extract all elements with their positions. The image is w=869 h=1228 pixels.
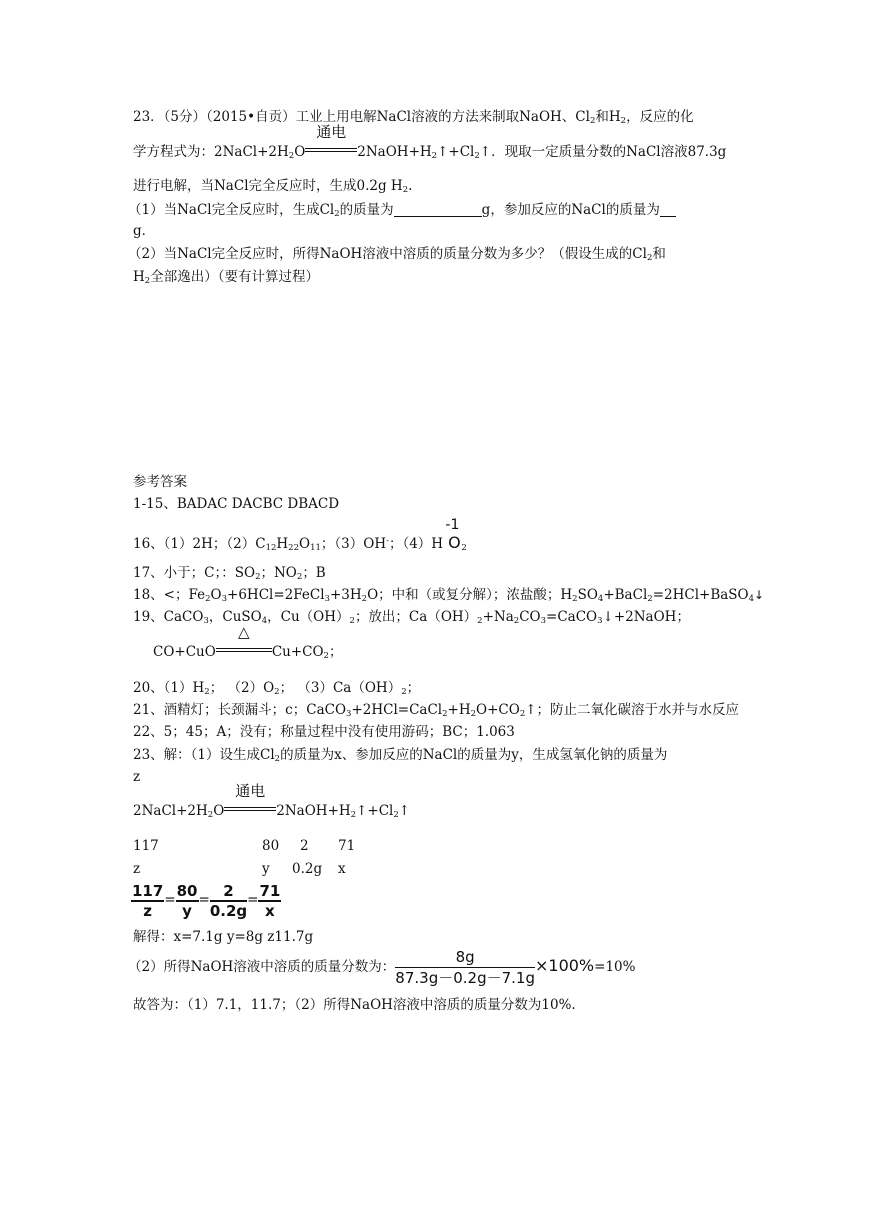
subscript: 3 [203,616,209,626]
subscript: 2 [474,151,480,161]
subscript: 2 [401,687,407,697]
mass-value-2: 2 [300,838,309,854]
subscript: 2 [647,594,653,604]
text: 和H [595,109,621,125]
text: Cu+CO [271,644,324,660]
text: ↑．现取一定质量分数的NaCl溶液87.3g [479,144,727,160]
text: （2）所得NaOH溶液中溶质的质量分数为： [128,959,396,975]
text: H [133,269,145,285]
subscript: 2 [323,651,329,661]
text: +H [447,702,471,718]
answer-18 [133,586,764,604]
subscript: 2 [274,754,281,764]
subscript: 2 [255,572,261,582]
subscript: 2 [461,543,467,553]
element-symbol: O [448,533,461,552]
subscript: 3 [597,616,603,626]
solve-line: 解得：x=7.1g y=8g z11.7g [133,929,314,945]
text: =2HCl+BaSO [652,587,749,603]
mass-value-80: 80 [262,838,280,854]
subscript: 4 [261,616,268,626]
answer-1-15: 1-15、BADAC DACBC DBACD [133,496,340,512]
question-line-2 [133,123,727,161]
text: SO [577,587,598,603]
text: 的质量为x、参加反应的NaCl的质量为y，生成氢氧化钠的质量为 [280,747,668,763]
subscript: 2 [572,594,578,604]
subscript: 2 [349,616,355,626]
text: O；中和（或复分解）；浓盐酸；H [367,587,573,603]
numerator: 71 [259,881,281,900]
text: ；NO [260,565,297,581]
text: ；（4）H [388,536,444,552]
unknown-z: z [133,861,141,877]
text: ； （3）Ca（OH） [279,680,402,696]
text: ↓+2NaOH； [602,609,690,625]
subscript: 2 [589,116,596,126]
text: O [299,536,311,552]
denominator: x [265,901,275,920]
text: +Na [482,609,514,625]
equals: = [247,892,259,908]
numerator: 80 [176,881,198,900]
final-answer: 故答为：（1）7.1，11.7；（2）所得NaOH溶液中溶质的质量分数为10%. [133,997,576,1013]
fraction-71-x [258,882,281,920]
text: +6HCl=2FeCl [227,587,325,603]
text: 21、酒精灯；长颈漏斗；c；CaCO [133,702,347,718]
subscript: 11 [310,543,321,553]
text: CO [519,609,541,625]
text: ，Cu（OH） [267,609,350,625]
numerator: 117 [132,881,164,900]
text: O [210,587,222,603]
text: +3H [329,587,362,603]
subscript: 2 [296,572,303,582]
equals-bars [216,648,272,652]
subscript: 2 [204,687,210,697]
text: ↑；防止二氧化碳溶于水并与水反应 [525,702,740,718]
known-mass: 0.2g [292,861,323,877]
text: ↑+Cl [437,144,475,160]
answer-20 [133,679,420,697]
answer-blank-1[interactable] [394,202,482,217]
reaction-condition [216,623,272,661]
condition-text: 通电 [235,782,266,800]
unknown-x: x [338,861,346,877]
denominator: y [182,901,192,920]
subscript: 3 [324,594,330,604]
question-part-2-cont [133,268,319,286]
subscript: 3 [221,594,228,604]
condition-text: 通电 [316,123,347,141]
text: 2NaOH+H [276,803,351,819]
proportion-equation [131,881,281,920]
condition-text: △ [238,623,250,641]
question-line-1 [133,108,694,126]
subscript: 2 [144,276,151,286]
equals: = [198,892,210,908]
question-part-2 [128,245,666,263]
text: 进行电解，当NaCl完全反应时，生成0.2g H [133,178,403,194]
text: 23、解：（1）设生成Cl [133,747,275,763]
subscript: 2 [288,151,295,161]
subscript: 2 [274,687,280,697]
text: ↓ [754,588,765,602]
equals: = [164,892,176,908]
subscript: 3 [540,616,547,626]
answer-23-part-2 [128,946,635,988]
text: ； [406,680,421,696]
subscript: 2 [205,594,211,604]
subscript: 2 [513,616,520,626]
text: 2NaCl+2H [133,803,208,819]
text: ；放出；Ca（OH） [354,609,478,625]
answer-23-line-1 [133,746,667,764]
text: O [213,803,225,819]
unknown-y: y [262,861,270,877]
text: +BaCl [603,587,648,603]
mass-fraction [395,947,535,988]
reaction-condition [224,782,276,820]
text: 16、（1）2H；（2）C [133,536,266,552]
text: g，参加反应的NaCl的质量为 [481,202,660,218]
subscript: 2 [361,594,368,604]
subscript: 4 [748,594,755,604]
text: =CaCO [546,609,598,625]
fraction-80-y [176,882,199,920]
valence-number: -1 [445,517,460,533]
superscript: - [386,536,389,546]
text: 的质量为 [339,202,394,218]
text: ； [328,644,343,660]
denominator: z [143,901,153,920]
subscript: 2 [393,810,399,820]
text: H [276,536,289,552]
text: 全部逸出）（要有计算过程） [150,269,319,285]
numerator: 2 [210,882,247,902]
text: +2HCl=CaCl [351,702,443,718]
subscript: 2 [442,709,448,719]
subscript: 2 [207,810,214,820]
text: 和 [652,246,666,262]
subscript: 2 [350,810,357,820]
denominator: 0.2g [209,901,248,920]
answer-16 [133,517,467,553]
text: 19、CaCO [133,609,204,625]
subscript: 2 [431,151,438,161]
answer-23-equation [133,782,411,820]
answers-heading: 参考答案 [133,474,187,490]
text: ↑+Cl [356,803,394,819]
text: （1）当NaCl完全反应时，生成Cl [128,202,335,218]
percent-factor: ×100% [534,956,595,975]
text: ↑ [398,803,411,819]
numerator: 8g [395,947,535,968]
valence-mark [445,517,461,553]
text: O+CO [476,702,520,718]
answer-19-equation [153,623,343,661]
text: ；（3）OH [320,536,387,552]
subscript: 3 [346,709,352,719]
mass-value-71: 71 [338,838,356,854]
fraction-2-0.2g [210,882,247,920]
answer-23-line-2: z [133,769,141,785]
text: 18、<；Fe [133,587,206,603]
subscript: 4 [597,594,604,604]
text: 17、小于；C；：SO [133,565,256,581]
subscript: 22 [288,543,299,553]
text: ，反应的化 [626,109,694,125]
answer-blank-2[interactable] [660,202,676,217]
question-part-1-cont [133,222,155,240]
denominator: 87.3g－0.2g－7.1g [395,969,535,987]
text: ；B [302,565,326,581]
subscript: 2 [334,209,340,219]
text: O [294,144,306,160]
text: ； （2）O [209,680,275,696]
answer-22: 22、5；45；A；没有；称量过程中没有使用游码；BC；1.063 [133,724,515,740]
result: =10% [594,959,636,975]
subscript: 2 [470,709,477,719]
reaction-condition [305,123,357,161]
text: 学方程式为：2NaCl+2H [133,144,289,160]
subscript: 2 [646,253,653,263]
equals-bars [224,807,276,811]
subscript: 2 [477,616,483,626]
fraction-117-z [131,882,164,920]
subscript: 2 [402,185,409,195]
text: 20、（1）H [133,680,205,696]
equals-bars [305,148,357,152]
question-line-3 [133,177,412,195]
subscript: 2 [620,116,627,126]
mass-value-117: 117 [133,838,159,854]
text: g． [133,223,156,239]
text: 23．（5分）（2015•自贡）工业上用电解NaCl溶液的方法来制取NaOH、Cl [133,109,590,125]
question-part-1 [128,201,676,219]
text: CO+CuO [153,644,216,660]
text: ，CuSO [208,609,262,625]
subscript: 12 [265,543,277,553]
subscript: 2 [519,709,526,719]
text: 2NaOH+H [357,144,432,160]
answer-21 [133,701,739,719]
text: （2）当NaCl完全反应时，所得NaOH溶液中溶质的质量分数为多少？（假设生成的Cl [128,246,647,262]
text: . [408,178,413,194]
answer-17 [133,564,326,582]
